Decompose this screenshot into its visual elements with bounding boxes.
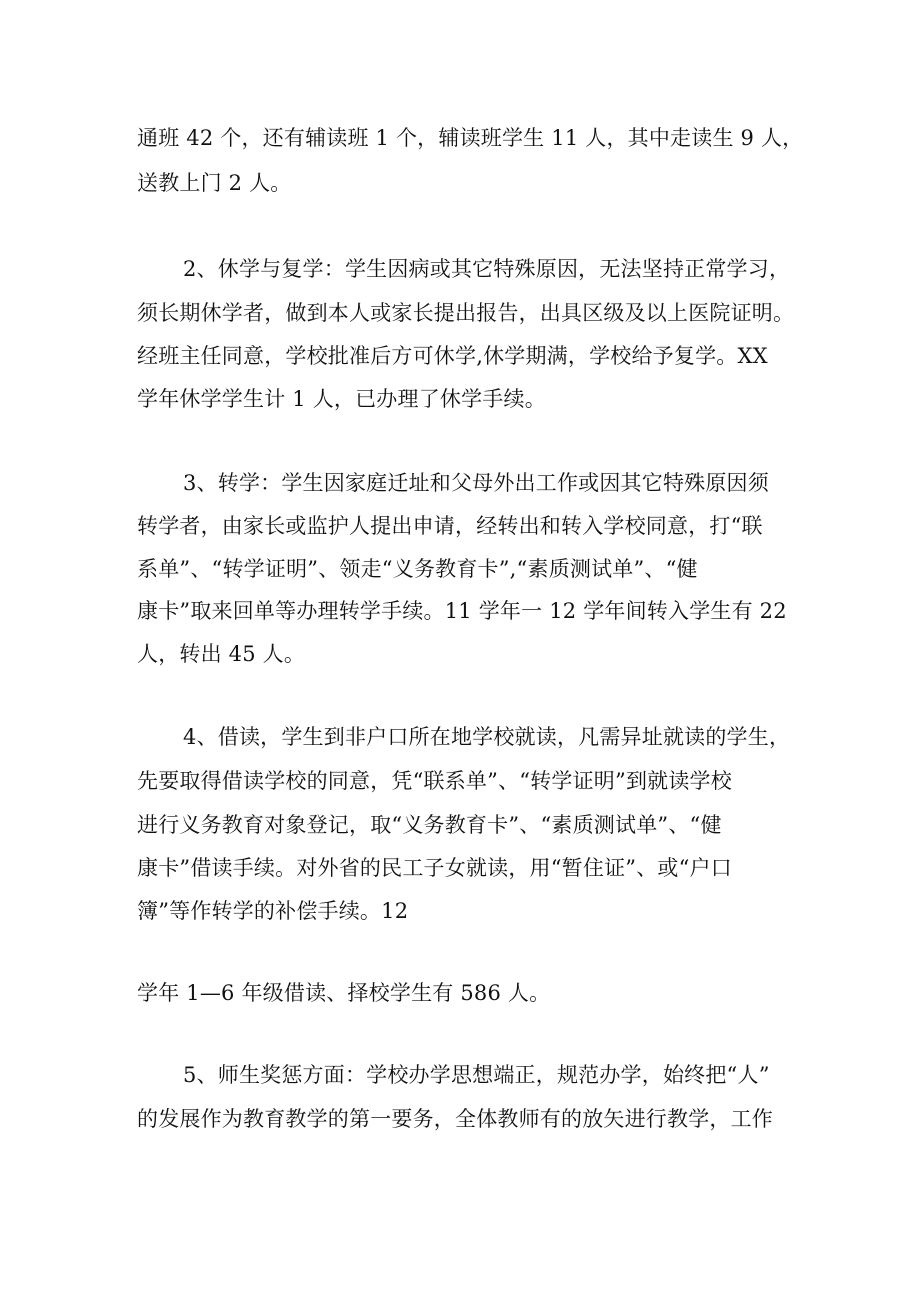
paragraph-2-line-4: 学年休学学生计 1 人，已办理了休学手续。 (137, 387, 546, 411)
paragraph-3-line-1: 3、转学：学生因家庭迁址和父母外出工作或因其它特殊原因须 (183, 471, 769, 495)
paragraph-3-line-4: 康卡”取来回单等办理转学手续。11 学年一 12 学年间转入学生有 22 (137, 599, 787, 623)
paragraph-2-line-1: 2、休学与复学：学生因病或其它特殊原因，无法坚持正常学习， (183, 257, 791, 281)
paragraph-4-line-2: 先要取得借读学校的同意，凭“联系单”、“转学证明”到就读学校 (137, 769, 732, 793)
paragraph-4-line-4: 康卡”借读手续。对外省的民工子女就读，用“暂住证”、或“户口 (137, 856, 732, 880)
paragraph-3-line-3: 系单”、“转学证明”、领走“义务教育卡”,“素质测试单”、“健 (137, 557, 698, 581)
paragraph-3-line-5: 人，转出 45 人。 (137, 642, 306, 666)
paragraph-1-line-1: 通班 42 个，还有辅读班 1 个，辅读班学生 11 人，其中走读生 9 人， (137, 126, 804, 150)
paragraph-5-line-1: 学年 1—6 年级借读、择校学生有 586 人。 (137, 981, 551, 1005)
paragraph-4-line-5: 簿”等作转学的补偿手续。12 (137, 899, 409, 923)
paragraph-4-line-1: 4、借读，学生到非户口所在地学校就读，凡需异址就读的学生， (183, 725, 791, 749)
paragraph-2-line-3: 经班主任同意，学校批准后方可休学,休学期满，学校给予复学。XX (137, 344, 768, 368)
paragraph-6-line-2: 的发展作为教育教学的第一要务，全体教师有的放矢进行教学，工作 (137, 1107, 773, 1131)
paragraph-3-line-2: 转学者，由家长或监护人提出申请，经转出和转入学校同意，打“联 (137, 514, 763, 538)
paragraph-6-line-1: 5、师生奖惩方面：学校办学思想端正，规范办学，始终把“人” (183, 1063, 770, 1087)
paragraph-2-line-2: 须长期休学者，做到本人或家长提出报告，出具区级及以上医院证明。 (137, 301, 795, 325)
paragraph-4-line-3: 进行义务教育对象登记，取“义务教育卡”、“素质测试单”、“健 (137, 813, 722, 837)
paragraph-1-line-2: 送教上门 2 人。 (137, 171, 292, 195)
